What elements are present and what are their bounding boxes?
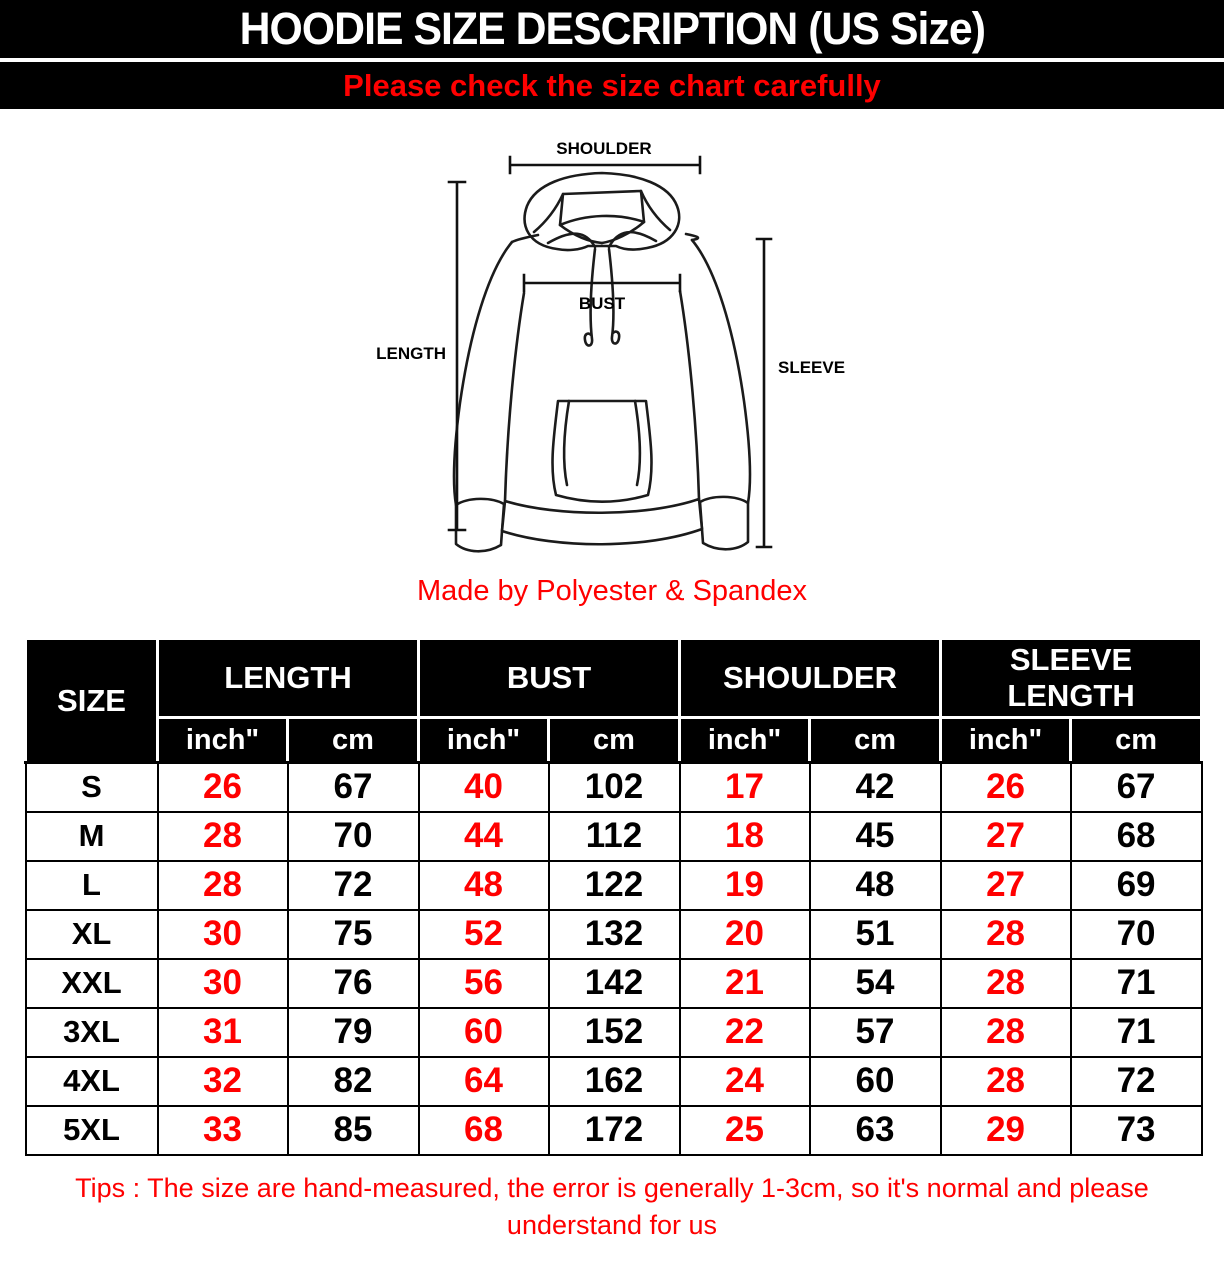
length-cm-cell: 82 — [288, 1057, 419, 1106]
col-group-bust: BUST — [419, 639, 680, 718]
shoulder-inch-cell: 17 — [680, 763, 810, 812]
sleeve-cm-cell: 71 — [1071, 959, 1202, 1008]
bust-cm-cell: 112 — [549, 812, 680, 861]
shoulder-dimension-label: SHOULDER — [556, 139, 652, 158]
length-cm-cell: 72 — [288, 861, 419, 910]
shoulder-cm-cell: 42 — [810, 763, 941, 812]
hoodie-drawing — [454, 173, 750, 551]
length-inch-cell: 31 — [158, 1008, 288, 1057]
bust-inch-cell: 56 — [419, 959, 549, 1008]
length-inch-cell: 28 — [158, 861, 288, 910]
sleeve-cm-cell: 67 — [1071, 763, 1202, 812]
shoulder-inch-cell: 22 — [680, 1008, 810, 1057]
col-group-shoulder: SHOULDER — [680, 639, 941, 718]
table-row-3xl — [26, 1008, 1202, 1057]
length-inch-cell: 30 — [158, 910, 288, 959]
size-cell: S — [26, 763, 158, 812]
shoulder-inch-cell: 24 — [680, 1057, 810, 1106]
col-group-length: LENGTH — [158, 639, 419, 718]
table-header-units-row — [26, 718, 1202, 763]
length-cm-cell: 79 — [288, 1008, 419, 1057]
size-cell: M — [26, 812, 158, 861]
bust-inch-cell: 52 — [419, 910, 549, 959]
size-cell: L — [26, 861, 158, 910]
length-cm-cell: 76 — [288, 959, 419, 1008]
shoulder-cm-cell: 57 — [810, 1008, 941, 1057]
bust-cm-cell: 152 — [549, 1008, 680, 1057]
sleeve-cm-cell: 71 — [1071, 1008, 1202, 1057]
table-row-5xl — [26, 1106, 1202, 1155]
bust-inch-cell: 60 — [419, 1008, 549, 1057]
sleeve-inch-cell: 29 — [941, 1106, 1071, 1155]
table-row-xl — [26, 910, 1202, 959]
length-inch-cell: 32 — [158, 1057, 288, 1106]
bust-dimension-label: BUST — [578, 294, 626, 313]
subtitle-bar — [0, 62, 1224, 109]
size-cell: XL — [26, 910, 158, 959]
sleeve-inch-cell: 28 — [941, 1057, 1071, 1106]
bust-cm-cell: 102 — [549, 763, 680, 812]
shoulder-inch-cell: 25 — [680, 1106, 810, 1155]
sleeve-inch-cell: 28 — [941, 959, 1071, 1008]
shoulder-cm-cell: 51 — [810, 910, 941, 959]
bust-inch-cell: 64 — [419, 1057, 549, 1106]
page-title: HOODIE SIZE DESCRIPTION (US Size) — [239, 3, 985, 54]
table-row-m — [26, 812, 1202, 861]
col-group-sleeve-length — [941, 639, 1202, 718]
bust-inch-cell: 68 — [419, 1106, 549, 1155]
size-table — [24, 637, 1203, 1156]
unit-header-length-inch: inch" — [158, 718, 288, 763]
length-dimension-label: LENGTH — [376, 344, 446, 363]
length-inch-cell: 26 — [158, 763, 288, 812]
bust-cm-cell: 162 — [549, 1057, 680, 1106]
page-subtitle: Please check the size chart carefully — [343, 67, 881, 103]
length-inch-cell: 30 — [158, 959, 288, 1008]
col-group-sleeve-length-label: SLEEVE LENGTH — [1007, 642, 1135, 713]
title-bar — [0, 0, 1224, 62]
unit-header-shoulder-inch: inch" — [680, 718, 810, 763]
measurement-diagram-section — [0, 109, 1224, 637]
shoulder-cm-cell: 48 — [810, 861, 941, 910]
bust-cm-cell: 142 — [549, 959, 680, 1008]
shoulder-inch-cell: 18 — [680, 812, 810, 861]
sleeve-cm-cell: 70 — [1071, 910, 1202, 959]
shoulder-cm-cell: 63 — [810, 1106, 941, 1155]
tips-note: Tips : The size are hand-measured, the error is generally 1-3cm, so it's normal and please understand for us — [75, 1172, 1149, 1240]
unit-header-sleeve-cm: cm — [1071, 718, 1202, 763]
unit-header-shoulder-cm: cm — [810, 718, 941, 763]
length-cm-cell: 67 — [288, 763, 419, 812]
length-inch-cell: 28 — [158, 812, 288, 861]
unit-header-length-cm: cm — [288, 718, 419, 763]
unit-header-sleeve-inch: inch" — [941, 718, 1071, 763]
length-measure-line — [449, 182, 465, 530]
size-cell: 5XL — [26, 1106, 158, 1155]
sleeve-cm-cell: 68 — [1071, 812, 1202, 861]
sleeve-cm-cell: 69 — [1071, 861, 1202, 910]
table-header-group-row — [26, 639, 1202, 718]
bust-inch-cell: 44 — [419, 812, 549, 861]
shoulder-cm-cell: 45 — [810, 812, 941, 861]
table-row-4xl — [26, 1057, 1202, 1106]
shoulder-inch-cell: 21 — [680, 959, 810, 1008]
col-header-size: SIZE — [26, 639, 158, 763]
sleeve-inch-cell: 28 — [941, 910, 1071, 959]
size-cell: 4XL — [26, 1057, 158, 1106]
shoulder-inch-cell: 20 — [680, 910, 810, 959]
bust-measure-line — [524, 275, 680, 291]
shoulder-measure-line — [510, 157, 700, 173]
size-cell: 3XL — [26, 1008, 158, 1057]
bust-cm-cell: 172 — [549, 1106, 680, 1155]
bust-inch-cell: 48 — [419, 861, 549, 910]
sleeve-inch-cell: 26 — [941, 763, 1071, 812]
length-cm-cell: 70 — [288, 812, 419, 861]
hoodie-line-art — [352, 133, 872, 581]
length-inch-cell: 33 — [158, 1106, 288, 1155]
unit-header-bust-cm: cm — [549, 718, 680, 763]
table-row-s — [26, 763, 1202, 812]
length-cm-cell: 85 — [288, 1106, 419, 1155]
bust-cm-cell: 122 — [549, 861, 680, 910]
size-cell: XXL — [26, 959, 158, 1008]
table-row-l — [26, 861, 1202, 910]
length-cm-cell: 75 — [288, 910, 419, 959]
sleeve-measure-line — [757, 239, 771, 547]
bust-cm-cell: 132 — [549, 910, 680, 959]
sleeve-dimension-label: SLEEVE — [778, 358, 846, 377]
unit-header-bust-inch: inch" — [419, 718, 549, 763]
sleeve-cm-cell: 73 — [1071, 1106, 1202, 1155]
sleeve-inch-cell: 27 — [941, 861, 1071, 910]
sleeve-inch-cell: 27 — [941, 812, 1071, 861]
bust-inch-cell: 40 — [419, 763, 549, 812]
shoulder-cm-cell: 60 — [810, 1057, 941, 1106]
material-note: Made by Polyester & Spandex — [416, 575, 808, 607]
table-row-xxl — [26, 959, 1202, 1008]
sleeve-cm-cell: 72 — [1071, 1057, 1202, 1106]
sleeve-inch-cell: 28 — [941, 1008, 1071, 1057]
shoulder-inch-cell: 19 — [680, 861, 810, 910]
shoulder-cm-cell: 54 — [810, 959, 941, 1008]
